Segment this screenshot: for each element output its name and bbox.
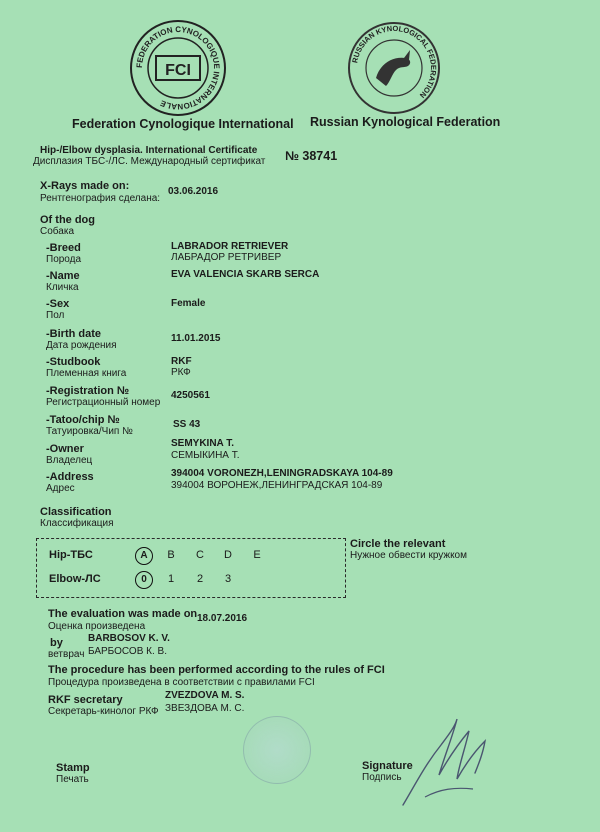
elbow-grade-0-circled: 0 bbox=[135, 571, 153, 589]
dog-section-en: Of the dog bbox=[40, 214, 95, 226]
certificate-title-en: Hip-/Elbow dysplasia. International Certificate bbox=[40, 145, 258, 156]
elbow-label: Elbow-ЛС bbox=[49, 573, 101, 585]
hip-label: Hip-ТБС bbox=[49, 549, 93, 561]
rkf-logo bbox=[346, 20, 442, 116]
vet-name-ru: БАРБОСОВ К. В. bbox=[88, 646, 167, 657]
certificate-number: № 38741 bbox=[285, 149, 338, 163]
secretary-name-ru: ЗВЕЗДОВА М. С. bbox=[165, 703, 245, 714]
field-name-value: EVA VALENCIA SKARB SERCA bbox=[171, 269, 320, 280]
field-birth-value: 11.01.2015 bbox=[171, 333, 221, 344]
field-studbook-label-ru: Племенная книга bbox=[46, 368, 127, 379]
field-breed-value-ru: ЛАБРАДОР РЕТРИВЕР bbox=[171, 252, 282, 263]
fci-logo bbox=[128, 18, 228, 118]
hip-grade-b: B bbox=[167, 549, 175, 561]
evaluation-date: 18.07.2016 bbox=[197, 613, 248, 624]
hip-grade-e: E bbox=[253, 549, 261, 561]
field-sex-label: -Sex bbox=[46, 298, 70, 310]
secretary-label-en: RKF secretary bbox=[48, 694, 123, 706]
field-studbook-value-ru: РКФ bbox=[171, 367, 191, 378]
secretary-name-en: ZVEZDOVA M. S. bbox=[165, 690, 245, 701]
field-registration-label: -Registration № bbox=[46, 385, 130, 397]
fci-name: Federation Cynologique International bbox=[72, 117, 294, 131]
field-breed-value: LABRADOR RETRIEVER bbox=[171, 241, 289, 252]
field-sex-label-ru: Пол bbox=[46, 310, 65, 321]
svg-text:FEDERATION CYNOLOGIQUE INTERNA: FEDERATION CYNOLOGIQUE INTERNATIONALE bbox=[134, 24, 222, 112]
field-chip-label-ru: Татуировка/Чип № bbox=[46, 426, 133, 437]
signature-label-ru: Подпись bbox=[362, 772, 402, 783]
field-studbook-value: RKF bbox=[171, 356, 192, 367]
field-address-value: 394004 VORONEZH,LENINGRADSKAYA 104-89 bbox=[171, 468, 393, 479]
field-birth-label: -Birth date bbox=[46, 328, 101, 340]
classification-label-ru: Классификация bbox=[40, 518, 114, 529]
circle-note-ru: Нужное обвести кружком bbox=[350, 550, 467, 561]
classification-box bbox=[36, 538, 346, 598]
signature-label-en: Signature bbox=[362, 760, 413, 772]
elbow-grade-1: 1 bbox=[167, 573, 175, 585]
xrays-date: 03.06.2016 bbox=[168, 186, 219, 197]
field-registration-label-ru: Регистрационный номер bbox=[46, 397, 161, 408]
certificate-title-ru: Дисплазия ТБС-/ЛС. Международный сертификат bbox=[33, 156, 266, 167]
field-name-label-ru: Кличка bbox=[46, 282, 79, 293]
elbow-grade-2: 2 bbox=[196, 573, 204, 585]
field-owner-value: SEMYKINA T. bbox=[171, 438, 234, 449]
procedure-ru: Процедура произведена в соответствии с правилами FCI bbox=[48, 677, 315, 688]
secretary-label-ru: Секретарь-кинолог РКФ bbox=[48, 706, 159, 717]
field-birth-label-ru: Дата рождения bbox=[46, 340, 117, 351]
stamp-label-en: Stamp bbox=[56, 762, 90, 774]
field-owner-value-ru: СЕМЫКИНА Т. bbox=[171, 450, 240, 461]
rkf-name: Russian Kynological Federation bbox=[310, 115, 501, 129]
handwritten-signature bbox=[395, 705, 505, 820]
xrays-label-en: X-Rays made on: bbox=[40, 180, 130, 192]
elbow-grade-3: 3 bbox=[224, 573, 232, 585]
hip-grade-a-circled: A bbox=[135, 547, 153, 565]
xrays-label-ru: Рентгенография сделана: bbox=[40, 193, 161, 204]
field-owner-label-ru: Владелец bbox=[46, 455, 93, 466]
stamp-label-ru: Печать bbox=[56, 774, 89, 785]
stamp-seal bbox=[243, 716, 311, 784]
by-label-ru: ветврач bbox=[48, 649, 85, 660]
evaluation-label-ru: Оценка произведена bbox=[48, 621, 146, 632]
field-breed-label-ru: Порода bbox=[46, 254, 82, 265]
by-label-en: by bbox=[50, 637, 63, 649]
classification-label-en: Classification bbox=[40, 506, 112, 518]
svg-text:RUSSIAN KYNOLOGICAL FEDERATION: RUSSIAN KYNOLOGICAL FEDERATION bbox=[350, 23, 439, 100]
field-address-label: -Address bbox=[46, 471, 94, 483]
field-breed-label: -Breed bbox=[46, 242, 81, 254]
field-registration-value: 4250561 bbox=[171, 390, 210, 401]
field-name-label: -Name bbox=[46, 270, 80, 282]
circle-note-en: Circle the relevant bbox=[350, 538, 446, 550]
dog-section-ru: Собака bbox=[40, 226, 74, 237]
evaluation-label-en: The evaluation was made on bbox=[48, 608, 198, 620]
procedure-en: The procedure has been performed according to the rules of FCI bbox=[48, 664, 385, 676]
field-chip-label: -Tatoo/chip № bbox=[46, 414, 120, 426]
field-studbook-label: -Studbook bbox=[46, 356, 101, 368]
vet-name-en: BARBOSOV K. V. bbox=[88, 633, 170, 644]
field-address-value-ru: 394004 ВОРОНЕЖ,ЛЕНИНГРАДСКАЯ 104-89 bbox=[171, 480, 383, 491]
field-owner-label: -Owner bbox=[46, 443, 84, 455]
field-sex-value: Female bbox=[171, 298, 206, 309]
hip-grade-d: D bbox=[224, 549, 232, 561]
field-address-label-ru: Адрес bbox=[46, 483, 75, 494]
field-chip-value: SS 43 bbox=[173, 419, 201, 430]
hip-grade-c: C bbox=[196, 549, 204, 561]
fci-logo-text: FCI bbox=[165, 62, 191, 79]
